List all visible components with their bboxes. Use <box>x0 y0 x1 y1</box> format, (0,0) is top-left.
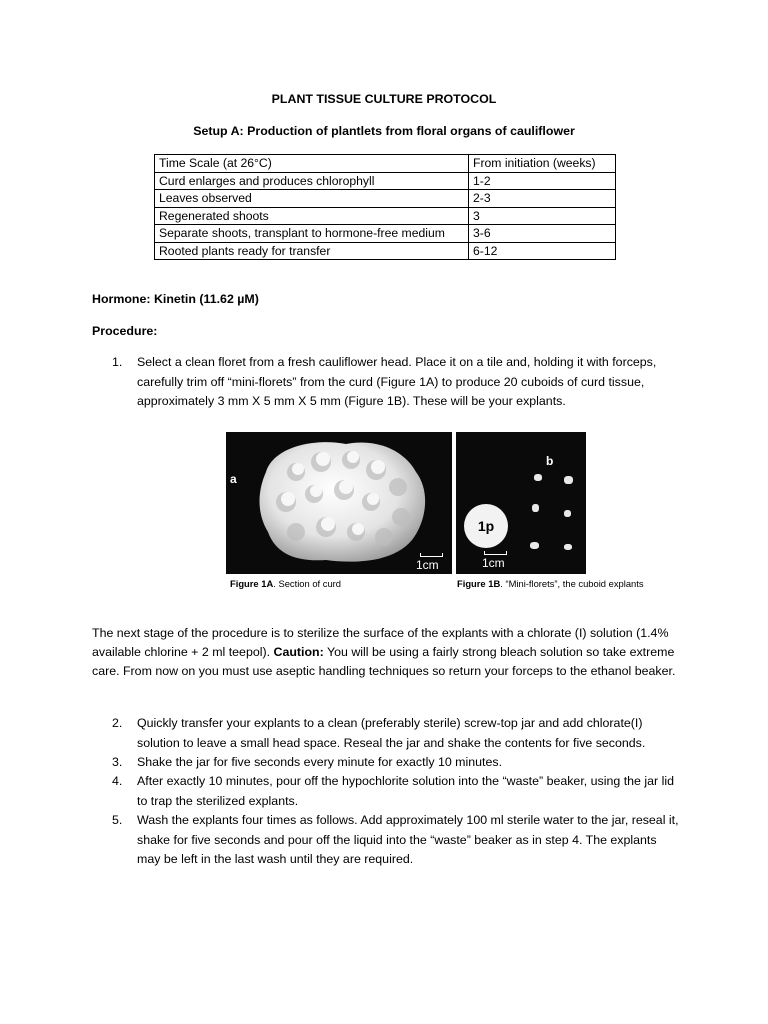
caption-label: Figure 1A <box>230 578 274 589</box>
paragraph-text: You will be using a fairly strong bleach solution so take extreme care. From now on you must use aseptic handling techniques so return your forceps to the ethanol beaker. <box>92 645 676 678</box>
table-header-cell: Time Scale (at 26°C) <box>155 155 469 173</box>
step-number: 1. <box>112 355 123 369</box>
table-cell: Separate shoots, transplant to hormone-free medium <box>155 225 469 243</box>
step-text: Wash the explants four times as follows. Add approximately 100 ml sterile water to the jar, reseal it, shake for five seconds and pour off the liquid into the “waste” beaker as in step 4. The explants may be left in the last wash until they are required. <box>137 813 679 866</box>
paragraph-text: The next stage of the procedure is to sterilize the surface of the explants with a chlorate (I) solution (1.4% available chlorine + 2 ml teepol). <box>92 626 669 659</box>
step-2 <box>92 714 682 753</box>
figure-b-letter: b <box>546 454 554 468</box>
caution-label: Caution: <box>273 645 324 659</box>
step-number: 4. <box>112 774 123 788</box>
step-3 <box>92 753 682 773</box>
mini-floret <box>532 504 539 512</box>
scale-tick <box>484 551 485 555</box>
step-4 <box>92 772 682 811</box>
curd-illustration <box>226 432 452 574</box>
timescale-table <box>154 154 616 260</box>
caption-text: . Section of curd <box>273 578 341 589</box>
scale-label: 1cm <box>482 556 505 570</box>
page-subtitle: Setup A: Production of plantlets from floral organs of cauliflower <box>193 124 575 138</box>
figure-1b-caption <box>457 578 644 589</box>
table-cell: 1-2 <box>469 172 616 190</box>
scale-bar <box>484 554 506 555</box>
figure-a-letter: a <box>230 472 237 486</box>
table-cell: Curd enlarges and produces chlorophyll <box>155 172 469 190</box>
mini-floret <box>534 474 542 481</box>
table-header-cell: From initiation (weeks) <box>469 155 616 173</box>
scale-tick <box>420 553 421 557</box>
coin-disc: 1p <box>464 504 508 548</box>
step-text: Select a clean floret from a fresh cauliflower head. Place it on a tile and, holding it with forceps, carefully trim off “mini-florets” from the curd (Figure 1A) to produce 20 cuboids of curd tissue, approximately 3 mm X 5 mm X 5 mm (Figure 1B). These will be your explants. <box>137 355 657 408</box>
step-text: Quickly transfer your explants to a clean (preferably sterile) screw-top jar and add chlorate(I) solution to leave a small head space. Reseal the jar and shake the contents for five seconds. <box>137 716 646 750</box>
hormone-line: Hormone: Kinetin (11.62 µM) <box>92 292 259 306</box>
sterilize-paragraph <box>92 624 682 681</box>
table-cell: Leaves observed <box>155 190 469 208</box>
procedure-heading: Procedure: <box>92 324 158 338</box>
figure-1a-image <box>226 432 452 574</box>
table-cell: 3 <box>469 207 616 225</box>
step-number: 2. <box>112 716 123 730</box>
figure-1a-caption <box>230 578 341 589</box>
mini-floret <box>564 510 571 517</box>
step-text: After exactly 10 minutes, pour off the hypochlorite solution into the “waste” beaker, using the jar lid to trap the sterilized explants. <box>137 774 674 808</box>
table-row <box>155 190 616 208</box>
table-cell: Rooted plants ready for transfer <box>155 242 469 260</box>
scale-tick <box>442 553 443 557</box>
table-cell: 3-6 <box>469 225 616 243</box>
table-cell: Regenerated shoots <box>155 207 469 225</box>
table-row <box>155 242 616 260</box>
table-cell: 6-12 <box>469 242 616 260</box>
table-row <box>155 207 616 225</box>
scale-bar <box>420 556 442 557</box>
mini-floret <box>564 544 572 550</box>
table-cell: 2-3 <box>469 190 616 208</box>
step-5 <box>92 811 682 870</box>
table-header-row <box>155 155 616 173</box>
page-title: PLANT TISSUE CULTURE PROTOCOL <box>271 92 497 106</box>
step-number: 5. <box>112 813 123 827</box>
figure-1b-image <box>456 432 586 574</box>
scale-label: 1cm <box>416 558 439 572</box>
table-row <box>155 225 616 243</box>
mini-floret <box>530 542 539 549</box>
scale-tick <box>506 551 507 555</box>
caption-label: Figure 1B <box>457 578 501 589</box>
table-row <box>155 172 616 190</box>
caption-text: . “Mini-florets”, the cuboid explants <box>500 578 644 589</box>
step-number: 3. <box>112 755 123 769</box>
step-text: Shake the jar for five seconds every minute for exactly 10 minutes. <box>137 755 503 769</box>
mini-floret <box>564 476 573 484</box>
step-1 <box>92 353 682 412</box>
